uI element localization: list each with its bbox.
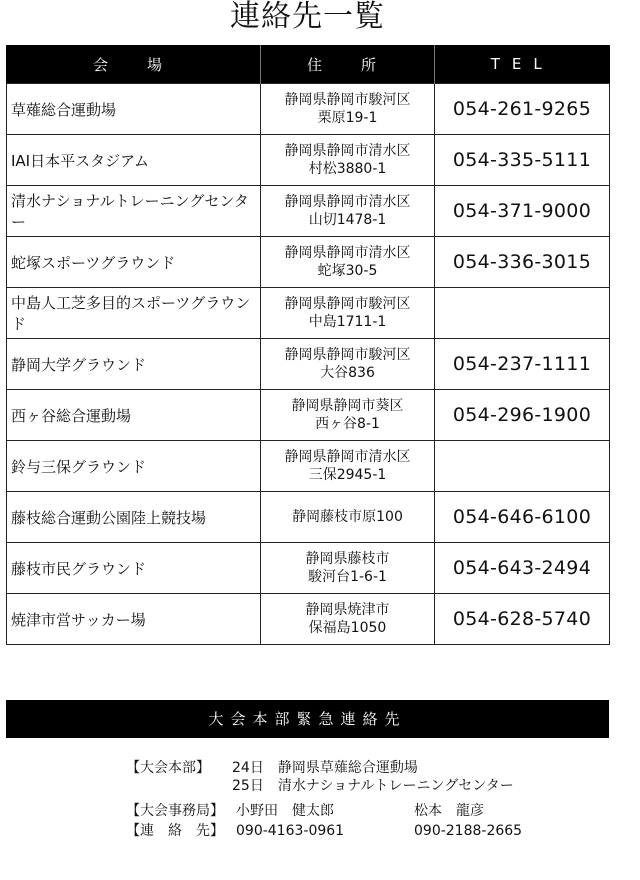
venue-phone[interactable]: 054-371-9000 [435,186,610,237]
venue-name: 蛇塚スポーツグラウンド [7,237,261,288]
table-row [7,543,610,594]
address-line: 静岡県静岡市駿河区 [284,347,411,363]
venue-address [261,492,435,543]
address-line: 栗原19-1 [317,110,378,126]
venue-phone[interactable]: 054-237-1111 [435,339,610,390]
table-row [7,84,610,135]
address-line: 静岡県静岡市清水区 [284,194,411,210]
table-row [7,288,610,339]
contact-label: 【連 絡 先】 [126,823,224,839]
office-label: 【大会事務局】 [126,803,224,819]
venue-name: 静岡大学グラウンド [7,339,261,390]
address-line: 駿河台1-6-1 [308,569,387,585]
venue-name: 焼津市営サッカー場 [7,594,261,645]
table-row [7,237,610,288]
table-row [7,492,610,543]
address-line: 山切1478-1 [308,212,387,228]
address-line: 村松3880-1 [308,161,387,177]
address-line: 静岡藤枝市原100 [292,509,403,525]
contact-phone-2[interactable]: 090-2188-2665 [414,823,523,839]
address-line: 保福島1050 [308,620,387,636]
address-line: 静岡県静岡市葵区 [291,398,404,414]
venue-address [261,186,435,237]
venue-name: 西ヶ谷総合運動場 [7,390,261,441]
venue-address [261,390,435,441]
venue-table [6,45,610,645]
venue-phone [435,441,610,492]
address-line: 静岡県焼津市 [305,602,390,618]
venue-name: 藤枝総合運動公園陸上競技場 [7,492,261,543]
table-row [7,441,610,492]
venue-phone [435,288,610,339]
address-line: 静岡県静岡市清水区 [284,449,411,465]
hq-day2: 25日 清水ナショナルトレーニングセンター [232,778,514,794]
office-person-1: 小野田 健太郎 [236,803,334,819]
address-line: 静岡県静岡市駿河区 [284,296,411,312]
venue-address [261,543,435,594]
venue-address [261,288,435,339]
venue-phone[interactable]: 054-336-3015 [435,237,610,288]
venue-phone[interactable]: 054-335-5111 [435,135,610,186]
venue-name: 中島人工芝多目的スポーツグラウンド [7,288,261,339]
table-header-row [7,45,610,84]
venue-name: 草薙総合運動場 [7,84,261,135]
venue-name: IAI日本平スタジアム [7,135,261,186]
table-row [7,339,610,390]
venue-address [261,237,435,288]
venue-name: 鈴与三保グラウンド [7,441,261,492]
address-line: 蛇塚30-5 [317,263,378,279]
venue-name: 清水ナショナルトレーニングセンター [7,186,261,237]
venue-address [261,84,435,135]
address-line: 西ヶ谷8-1 [315,416,380,432]
header-tel: TEL [435,45,610,84]
venue-address [261,135,435,186]
address-line: 中島1711-1 [308,314,387,330]
table-row [7,186,610,237]
address-line: 三保2945-1 [308,467,387,483]
table-row [7,594,610,645]
address-line: 静岡県静岡市駿河区 [284,92,411,108]
address-line: 静岡県静岡市清水区 [284,143,411,159]
page-title: 連絡先一覧 [230,0,385,34]
table-row [7,390,610,441]
hq-heading: 大会本部緊急連絡先 [6,700,609,738]
hq-day1: 24日 静岡県草薙総合運動場 [232,760,418,776]
address-line: 静岡県静岡市清水区 [284,245,411,261]
address-line: 静岡県藤枝市 [305,551,390,567]
venue-phone[interactable]: 054-646-6100 [435,492,610,543]
header-venue: 会 場 [7,45,261,84]
hq-label: 【大会本部】 [126,760,210,776]
header-address: 住 所 [261,45,435,84]
venue-phone[interactable]: 054-643-2494 [435,543,610,594]
office-person-2: 松本 龍彦 [414,803,484,819]
venue-name: 藤枝市民グラウンド [7,543,261,594]
contact-phone-1[interactable]: 090-4163-0961 [236,823,345,839]
venue-phone[interactable]: 054-628-5740 [435,594,610,645]
venue-address [261,594,435,645]
venue-address [261,441,435,492]
venue-phone[interactable]: 054-261-9265 [435,84,610,135]
address-line: 大谷836 [320,365,375,381]
venue-address [261,339,435,390]
venue-phone[interactable]: 054-296-1900 [435,390,610,441]
table-row [7,135,610,186]
